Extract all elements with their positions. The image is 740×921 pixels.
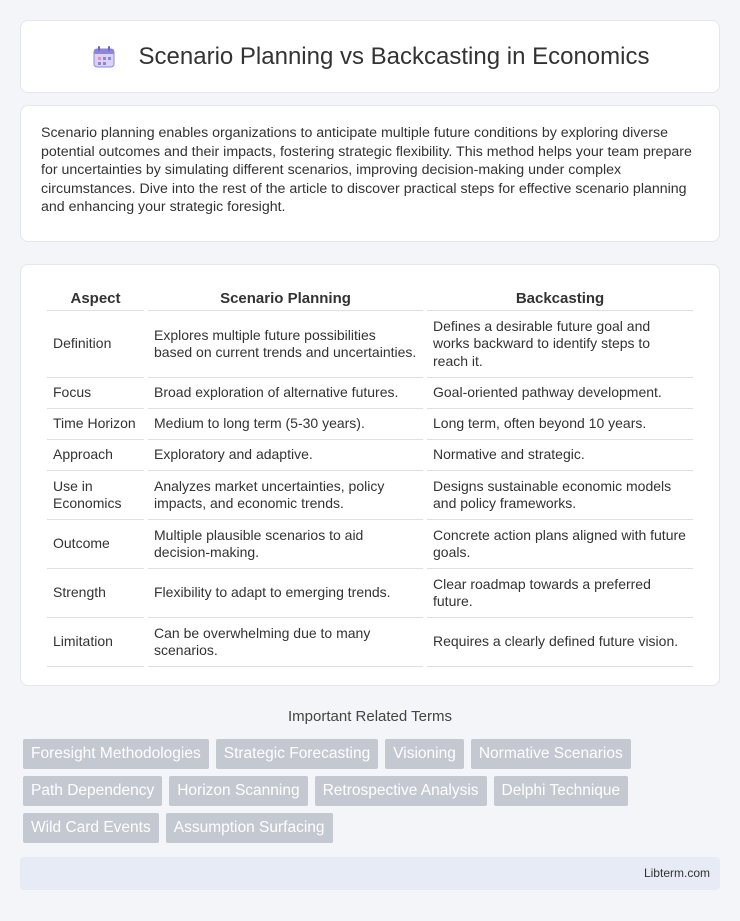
page-title: Scenario Planning vs Backcasting in Economics xyxy=(138,42,650,70)
related-terms-heading: Important Related Terms xyxy=(288,708,452,725)
footer xyxy=(20,857,720,890)
row-backcasting: Normative and strategic. xyxy=(427,440,693,471)
row-backcasting: Clear roadmap towards a preferred future. xyxy=(427,569,693,618)
tag-link[interactable]: Delphi Technique xyxy=(494,776,629,806)
row-backcasting: Concrete action plans aligned with future goals. xyxy=(427,520,693,569)
row-backcasting: Goal-oriented pathway development. xyxy=(427,378,693,409)
row-scenario-planning: Medium to long term (5-30 years). xyxy=(148,409,423,440)
row-backcasting: Long term, often beyond 10 years. xyxy=(427,409,693,440)
row-backcasting: Requires a clearly defined future vision. xyxy=(427,618,693,667)
tag-link[interactable]: Normative Scenarios xyxy=(471,739,631,769)
tag-link[interactable]: Assumption Surfacing xyxy=(166,813,333,843)
table-header-row xyxy=(47,285,693,311)
header-aspect: Aspect xyxy=(47,285,144,311)
header-backcasting: Backcasting xyxy=(427,285,693,311)
table-row xyxy=(47,520,693,569)
tag-link[interactable]: Foresight Methodologies xyxy=(23,739,209,769)
footer-site-link[interactable]: Libterm.com xyxy=(643,866,710,880)
row-scenario-planning: Broad exploration of alternative futures. xyxy=(148,378,423,409)
row-scenario-planning: Multiple plausible scenarios to aid decision-making. xyxy=(148,520,423,569)
row-aspect: Strength xyxy=(47,569,144,618)
table-row xyxy=(47,471,693,520)
calendar-icon xyxy=(91,44,117,70)
row-scenario-planning: Explores multiple future possibilities based on current trends and uncertainties. xyxy=(148,311,423,378)
row-aspect: Approach xyxy=(47,440,144,471)
row-scenario-planning: Analyzes market uncertainties, policy impacts, and economic trends. xyxy=(148,471,423,520)
table-row xyxy=(47,378,693,409)
tag-link[interactable]: Horizon Scanning xyxy=(169,776,307,806)
comparison-table xyxy=(43,285,697,667)
row-aspect: Time Horizon xyxy=(47,409,144,440)
related-terms-tags xyxy=(23,739,723,843)
comparison-table-card xyxy=(20,264,720,686)
row-scenario-planning: Exploratory and adaptive. xyxy=(148,440,423,471)
row-aspect: Limitation xyxy=(47,618,144,667)
row-scenario-planning: Flexibility to adapt to emerging trends. xyxy=(148,569,423,618)
tag-link[interactable]: Retrospective Analysis xyxy=(315,776,487,806)
row-backcasting: Defines a desirable future goal and works backward to identify steps to reach it. xyxy=(427,311,693,378)
intro-card xyxy=(20,105,720,242)
row-scenario-planning: Can be overwhelming due to many scenarios. xyxy=(148,618,423,667)
row-backcasting: Designs sustainable economic models and policy frameworks. xyxy=(427,471,693,520)
table-row xyxy=(47,409,693,440)
intro-paragraph: Scenario planning enables organizations to anticipate multiple future conditions by exploring diverse potential outcomes and their impacts, fostering strategic flexibility. This method helps your team prepare for uncertainties by simulating different scenarios, improving decision-making under complex circumstances. Dive into the rest of the article to discover practical steps for effective scenario planning and enhancing your strategic foresight. xyxy=(41,125,692,216)
table-row xyxy=(47,618,693,667)
tag-link[interactable]: Path Dependency xyxy=(23,776,162,806)
row-aspect: Focus xyxy=(47,378,144,409)
header-scenario-planning: Scenario Planning xyxy=(148,285,423,311)
title-card xyxy=(20,20,720,93)
row-aspect: Use in Economics xyxy=(47,471,144,520)
table-row xyxy=(47,440,693,471)
tag-link[interactable]: Visioning xyxy=(385,739,464,769)
tag-link[interactable]: Wild Card Events xyxy=(23,813,159,843)
row-aspect: Definition xyxy=(47,311,144,378)
table-row xyxy=(47,569,693,618)
tag-link[interactable]: Strategic Forecasting xyxy=(216,739,378,769)
row-aspect: Outcome xyxy=(47,520,144,569)
table-row xyxy=(47,311,693,378)
